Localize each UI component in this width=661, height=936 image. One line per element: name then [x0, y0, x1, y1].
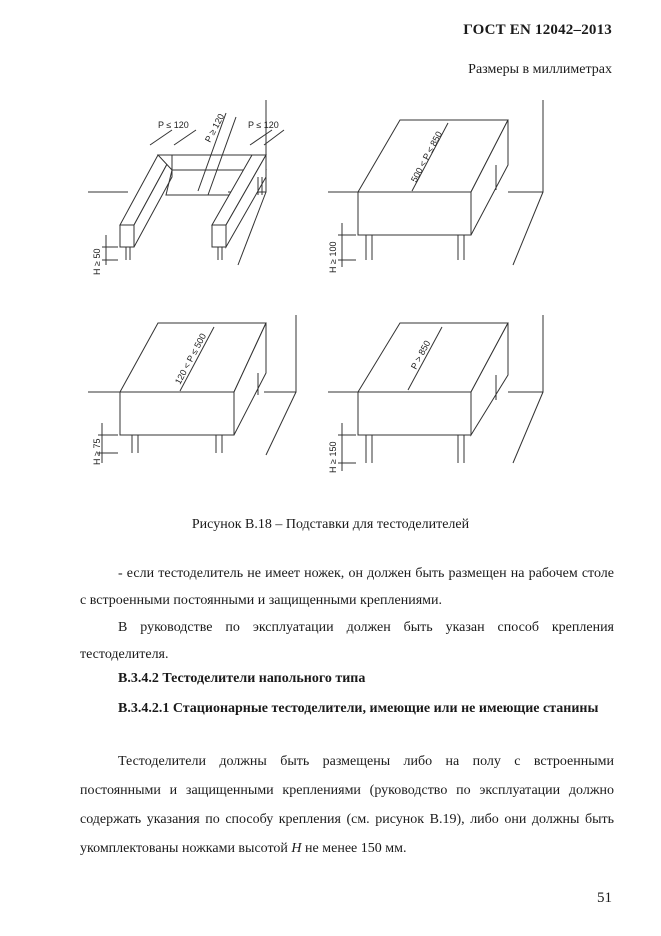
fig4-h-label: H ≥ 150 [328, 441, 338, 473]
fig3-p-label: 120 < P ≤ 500 [172, 331, 209, 386]
fig1-p-left-label: P ≤ 120 [158, 120, 189, 130]
fig1-h-label: H ≥ 50 [92, 248, 102, 275]
fig1-p-right-label: P ≤ 120 [248, 120, 279, 130]
section-heading-floor-type: В.3.4.2 Тестоделители напольного типа [118, 671, 366, 686]
figure-caption: Рисунок В.18 – Подставки для тестоделителей [191, 517, 470, 532]
figure-box-stand-500 [88, 315, 296, 463]
figure-box-stand-over-850 [328, 315, 543, 471]
fig4-p-label: P > 850 [408, 338, 433, 371]
standard-title: ГОСТ EN 12042–2013 [463, 22, 612, 38]
subsection-heading-stationary: В.3.4.2.1 Стационарные тестоделители, имеющие или не имеющие станины [118, 701, 599, 716]
paragraph-floor-mount-start: Тестоделители должны быть размещены либо на полу с встроенными постоянными и защищенными креплениями (руководство по эксплуатации должно содержать указания по способу крепления (см. рисунок В.19), либо они должны быть укомплектованы ножками высотой [80, 754, 614, 856]
paragraph-manual-mount: В руководстве по эксплуатации должен быть указан способ крепления тестоделителя. [80, 620, 614, 662]
paragraph-table-mount: - если тестоделитель не имеет ножек, он должен быть размещен на рабочем столе с встроенными постоянными и защищенными креплениями. [80, 566, 614, 608]
figure-box-stand-850 [328, 100, 543, 267]
page-number: 51 [597, 890, 612, 906]
fig3-h-label: H ≥ 75 [92, 438, 102, 465]
figure-b18-stands [88, 95, 628, 475]
height-variable: H [291, 841, 302, 856]
paragraph-floor-mount [80, 747, 614, 863]
paragraph-floor-mount-end: не менее 150 мм. [301, 841, 407, 856]
fig1-p-mid-label: P ≥ 120 [202, 112, 227, 144]
fig2-p-label: 500 < P ≤ 850 [408, 129, 445, 184]
fig2-h-label: H ≥ 100 [328, 241, 338, 273]
units-note: Размеры в миллиметрах [468, 62, 612, 77]
